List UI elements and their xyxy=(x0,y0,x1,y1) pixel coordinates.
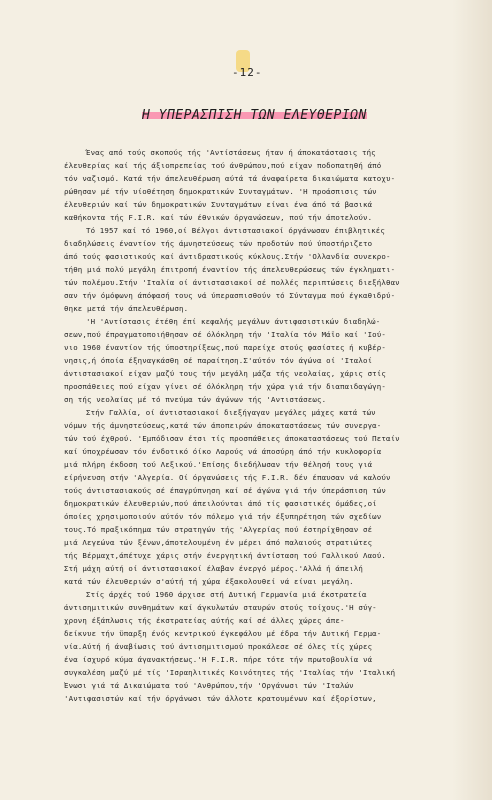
text-line: καθήκοντα τής F.I.R. καί τών έθνικών όργανώσεων, πού τήν άποτελούν. xyxy=(64,213,373,222)
text-line: τους.Τό πραξικόπημα τών στρατηγών τής 'Αλγερίας πού έστηρίχθησαν σέ xyxy=(64,525,373,534)
text-line: τούς άντιστασιακούς σέ έπαγρύπνηση καί σέ άγώνα γιά τήν ύπεράσπιση τών xyxy=(64,486,386,495)
page-number-text: -12- xyxy=(232,66,263,79)
text-line: δείκνυε τήν ϋπαρξη ένός κεντρικού έγκεφάλου μέ έδρα τήν Δυτική Γερμα- xyxy=(64,629,382,638)
text-line: τόν ναζισμό. Κατά τήν άπελευθέρωση αύτά τά άναφαίρετα δικαιώματα κατοχυ- xyxy=(64,174,396,183)
text-line: νησις,ή όποία έξηναγκάσθη σέ παραίτηση.Σ'αύτόν τόν άγώνα οί 'Ιταλοί xyxy=(64,356,373,365)
text-line: σαν τήν όμόφωνη άπόφασή τους νά ύπερασπισθούν τό Σύνταγμα πού έγκαθιδρύ- xyxy=(64,291,396,300)
text-line: όποίες χρησιμοποιούν αύτόν τόν πόλεμο γιά τήν έξυπηρέτηση τών σχεδίων xyxy=(64,512,382,521)
text-line: τής Βέρμαχτ,άπέτυχε χάρις στήν ένεργητική άντίσταση τού Γαλλικού Λαού. xyxy=(64,551,386,560)
text-line: χρονη έξάπλωσις τής έκστρατείας αύτής καί σέ άλλες χώρες άπε- xyxy=(64,616,345,625)
text-line: μιά Λεγεώνα τών ξένων,άποτελουμένη έν μέρει άπό παλαιούς στρατιώτες xyxy=(64,538,373,547)
text-line: 'Η 'Αντίστασις έτέθη έπί κεφαλής μεγάλων άντιφασιστικών διαδηλώ- xyxy=(86,317,381,326)
text-line: ρώθησαν μέ τήν υίοθέτηση δημοκρατικών Συνταγμάτων. 'Η προάσπισις τών xyxy=(64,187,377,196)
text-line: νία.Αύτή ή άναβίωσις τού άντισημιτισμού προκάλεσε σέ όλες τίς χώρες xyxy=(64,642,373,651)
text-line: άπό τούς φασιστικούς καί άντιδραστικούς κύκλους.Στήν 'Ολλανδία συνεκρο- xyxy=(64,252,391,261)
text-line: καί ύποχρέωσαν τόν ένδοτικό όίκο Λαρούς νά άποσύρη άπό τήν κυκλοφορία xyxy=(64,447,382,456)
text-line: συγκαλέση μαζύ μέ τίς 'Ισραηλιτικές Κοινότητες τής 'Ιταλίας τήν 'Ιταλική xyxy=(64,668,396,677)
text-line: νιο 1960 έναντίον τής ύποστηρίξεως,πού παρείχε στούς φασίστες ή κυβέρ- xyxy=(64,343,386,352)
text-line: Τό 1957 καί τό 1960,οί Βέλγοι άντιστασιακοί όργάνωσαν έπιβλητικές xyxy=(86,226,385,235)
text-line: 'Αντιφασιστών καί τήν όργάνωσι τών άλλοτε κρατουμένων καί έξορίστων, xyxy=(64,694,377,703)
text-line: ση τής νεολαίας μέ τό πνεύμα τών άγώνων τής 'Αντιστάσεως. xyxy=(64,395,327,404)
text-line: άντιστασιακοί είχαν μαζύ τους τήν μεγάλη μάζα τής νεολαίας, χάρις στίς xyxy=(64,369,386,378)
text-line: Ένας από τούς σκοπούς τής 'Αντίστάσεως ήταν ή άποκατάστασις τής xyxy=(86,148,376,157)
text-line: ένα ίσχυρό κύμα άγανακτήσεως.'Η F.I.R. πήρε τότε τήν πρωτοβουλία νά xyxy=(64,655,373,664)
text-line: άντισημιτικών συνθημάτων καί άγκυλωτών σταυρών στούς τοίχους.'Η σύγ- xyxy=(64,603,377,612)
page-number xyxy=(232,66,263,79)
text-line: κατά τών έλευθεριών σ'αύτή τή χώρα έξακολουθεί νά είναι μεγάλη. xyxy=(64,577,354,586)
text-line: έλευθεριών καί τών δημοκρατικών Συνταγμάτων είναι ένα άπό τά βασικά xyxy=(64,200,373,209)
text-line: είρήνευση στήν 'Αλγερία. Οί όργανώσεις τής F.I.R. δέν έπαυσαν νά καλούν xyxy=(64,473,391,482)
text-line: δημοκρατικών έλευθεριών,πού άπειλούνται άπό τίς φασιστικές όμάδες,οί xyxy=(64,499,377,508)
page-title-text: Η ΥΠΕΡΑΣΠΙΣΗ ΤΩΝ ΕΛΕΥΘΕΡΙΩΝ xyxy=(142,108,367,123)
text-line: τών τού έχθρού. 'Εμπόδισαν έτσι τίς προσπάθειες άποκαταστάσεως τού Πεταίν xyxy=(64,434,400,443)
text-line: νόμων τής άμνηστεύσεως,κατά τών άποπειρών άποκαταστάσεως τών συνεργα- xyxy=(64,421,382,430)
text-line: Στίς άρχές τού 1960 άρχισε στή Δυτική Γερμανία μιά έκστρατεία xyxy=(86,590,367,599)
text-line: θηκε μετά τήν άπελευθέρωση. xyxy=(64,304,189,313)
text-line: μιά πλήρη έκδοση τού Λεξικού.'Επίσης διεδήλωσαν τήν θέλησή τους γιά xyxy=(64,460,373,469)
text-line: Στήν Γαλλία, οί άντιστασιακοί διεξήγαγαν μεγάλες μάχες κατά τών xyxy=(86,408,376,417)
text-line: Ένωσι γιά τά Δικαιώματα τού 'Ανθρώπου,τήν 'Οργάνωσι τών 'Ιταλών xyxy=(64,681,354,690)
text-line: σεων,πού έπραγματοποιήθησαν σέ όλόκληρη τήν 'Ιταλία τόν Μάϊο καί 'Ιού- xyxy=(64,330,386,339)
text-line: τήθη μιά πολύ μεγάλη έπιτροπή έναντίον τής άπελευθερώσεως τών έγκληματι- xyxy=(64,265,396,274)
text-line: Στή μάχη αύτή οί άντιστασιακοί έλαβαν ένεργό μέρος.'Αλλά ή άπειλή xyxy=(64,564,363,573)
text-line: διαδηλώσεις έναντίον τής άμνηστεύσεως τών προδοτών πού ύποστήριζετο xyxy=(64,239,373,248)
text-line: προσπάθειες πού είχαν γίνει σέ όλόκληρη τήν χώρα γιά τήν διαπαιδαγώγη- xyxy=(64,382,386,391)
text-line: τών πολέμου.Στήν 'Ιταλία οί άντιστασιακοί σέ πολλές περιπτώσεις διεξήλθαν xyxy=(64,278,400,287)
document-body xyxy=(64,146,472,796)
text-line: έλευθερίας καί τής άξιοπρεπείας τού άνθρώπου,πού είχαν ποδοπατηθή άπό xyxy=(64,161,382,170)
page-title xyxy=(142,108,367,123)
